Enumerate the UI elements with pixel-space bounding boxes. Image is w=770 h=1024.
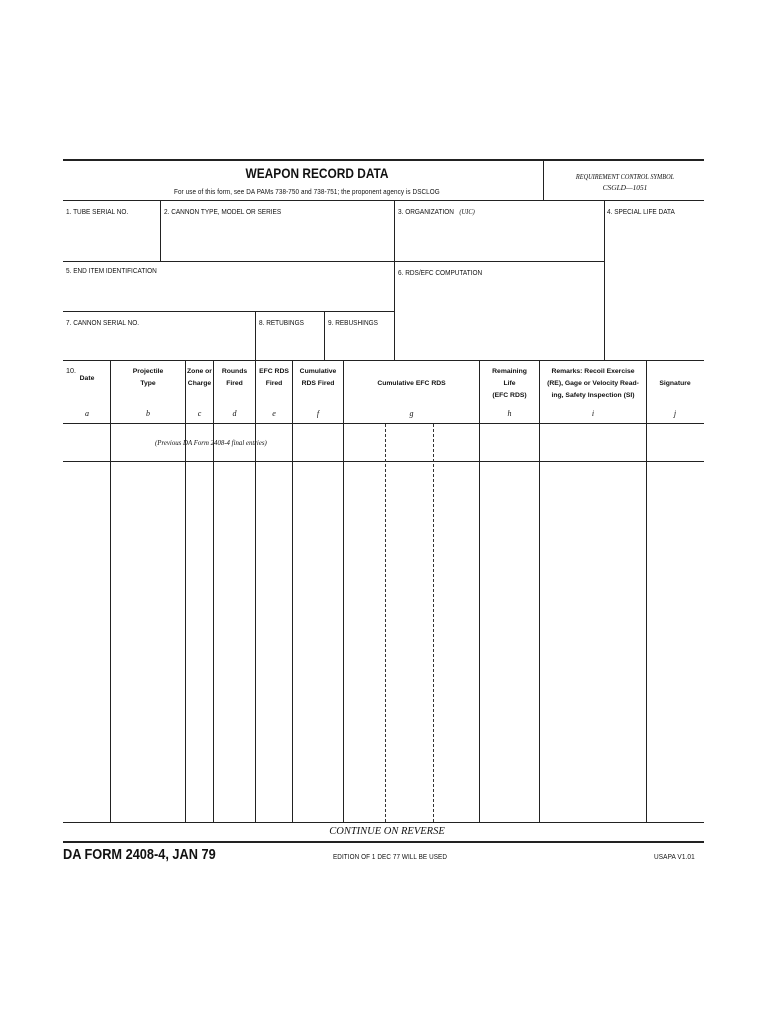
col-letter-f: f [316,409,320,418]
col-header-cumulative-rds-line-2: RDS Fired [301,380,335,387]
previous-entries-row[interactable] [63,424,704,461]
col-header-projectile-line-2: Type [140,380,156,387]
end-item-label: 5. END ITEM IDENTIFICATION [66,266,157,275]
rds-efc-input[interactable] [396,279,602,359]
organization-uic: (UIC) [459,208,475,216]
retubings-label: 8. RETUBINGS [259,318,304,327]
table-entry-area[interactable] [63,462,704,822]
v-line-7-8 [255,311,256,361]
h-line-row3 [63,311,395,312]
col-header-remarks-line-2: (RE), Gage or Velocity Read- [547,380,639,387]
col-header-rounds-line-1: Rounds [221,368,248,375]
col-header-rounds-line-2: Fired [226,380,243,387]
edition-note: EDITION OF 1 DEC 77 WILL BE USED [333,852,448,861]
table-bottom-rule [63,822,704,823]
rebushings-label: 9. REBUSHINGS [328,318,378,327]
h-line-row2 [63,261,604,262]
col-header-efc-rds [255,366,293,390]
col-header-rounds [213,366,256,390]
col-letter-j: j [673,409,677,418]
col-header-remarks-line-3: ing, Safety Inspection (SI) [551,392,635,399]
col-header-remarks-line-1: Remarks: Recoil Exercise [551,368,635,375]
rcs-value: CSGLD—1051 [602,183,648,192]
col-header-signature [646,378,704,390]
cannon-serial-label: 7. CANNON SERIAL NO. [66,318,140,327]
cannon-serial-input[interactable] [62,329,253,359]
v-line-8-9 [324,311,325,361]
usapa-version: USAPA V1.01 [654,852,695,861]
end-item-input[interactable] [62,277,392,310]
col-letter-g: g [409,409,414,418]
v-line-3-4 [604,201,605,361]
col-header-cumulative-efc [343,378,480,390]
col-header-remaining-life-line-2: Life [503,380,516,387]
col-header-cumulative-efc-line-1: Cumulative EFC RDS [377,380,446,387]
col-header-projectile [110,366,186,390]
col-header-efc-rds-line-2: Fired [265,380,283,387]
form-subtitle: For use of this form, see DA PAMs 738-750 and 738-751; the proponent agency is DSCLOG [174,187,440,196]
col-letter-a: a [85,409,89,418]
tube-serial-label: 1. TUBE SERIAL NO. [66,207,129,216]
col-letter-i: i [591,409,595,418]
col-header-remaining-life-line-1: Remaining [492,368,527,375]
previous-entries-note: (Previous DA Form 2408-4 final entries) [155,438,267,447]
col-letter-d: d [232,409,237,418]
table-top-rule [63,360,704,361]
col-header-cumulative-rds [292,366,344,390]
col-header-remaining-life-line-3: (EFC RDS) [492,392,527,399]
title-block-separator [543,160,544,201]
col-header-signature-line-1: Signature [659,380,691,387]
retubings-input[interactable] [257,329,323,359]
col-letter-e: e [272,409,276,418]
col-header-remarks [539,366,647,402]
special-life-input[interactable] [606,218,703,359]
continue-on-reverse: CONTINUE ON REVERSE [329,826,445,837]
col-header-zone-line-1: Zone or [187,368,212,375]
tube-serial-input[interactable] [62,218,158,260]
organization-input[interactable] [396,218,602,260]
cannon-type-input[interactable] [162,218,392,260]
col-letter-h: h [507,409,512,418]
organization-label [398,207,475,216]
top-rule [63,159,704,161]
col-letter-b: b [146,409,150,418]
col-letter-c: c [197,409,202,418]
col-header-zone-line-2: Charge [187,380,212,387]
col-header-efc-rds-line-1: EFC RDS [259,368,289,375]
col-header-zone [185,366,214,390]
col-header-remaining-life [479,366,540,402]
rds-efc-label: 6. RDS/EFC COMPUTATION [398,268,483,277]
v-line-1-2 [160,201,161,261]
cannon-type-label: 2. CANNON TYPE, MODEL OR SERIES [164,207,282,216]
v-line-2-3 [394,201,395,361]
section-10-number: 10. [66,366,76,375]
special-life-label: 4. SPECIAL LIFE DATA [607,207,675,216]
rebushings-input[interactable] [326,329,393,359]
footer-rule [63,841,704,843]
col-header-date [63,373,111,385]
rcs-label: REQUIREMENT CONTROL SYMBOL [575,172,675,181]
col-header-projectile-line-1: Projectile [132,368,164,375]
form-number: DA FORM 2408-4, JAN 79 [63,847,216,863]
organization-label-text: 3. ORGANIZATION [398,207,454,216]
col-header-date-line-1: Date [79,375,95,382]
col-header-cumulative-rds-line-1: Cumulative [299,368,337,375]
form-title: WEAPON RECORD DATA [245,165,389,181]
